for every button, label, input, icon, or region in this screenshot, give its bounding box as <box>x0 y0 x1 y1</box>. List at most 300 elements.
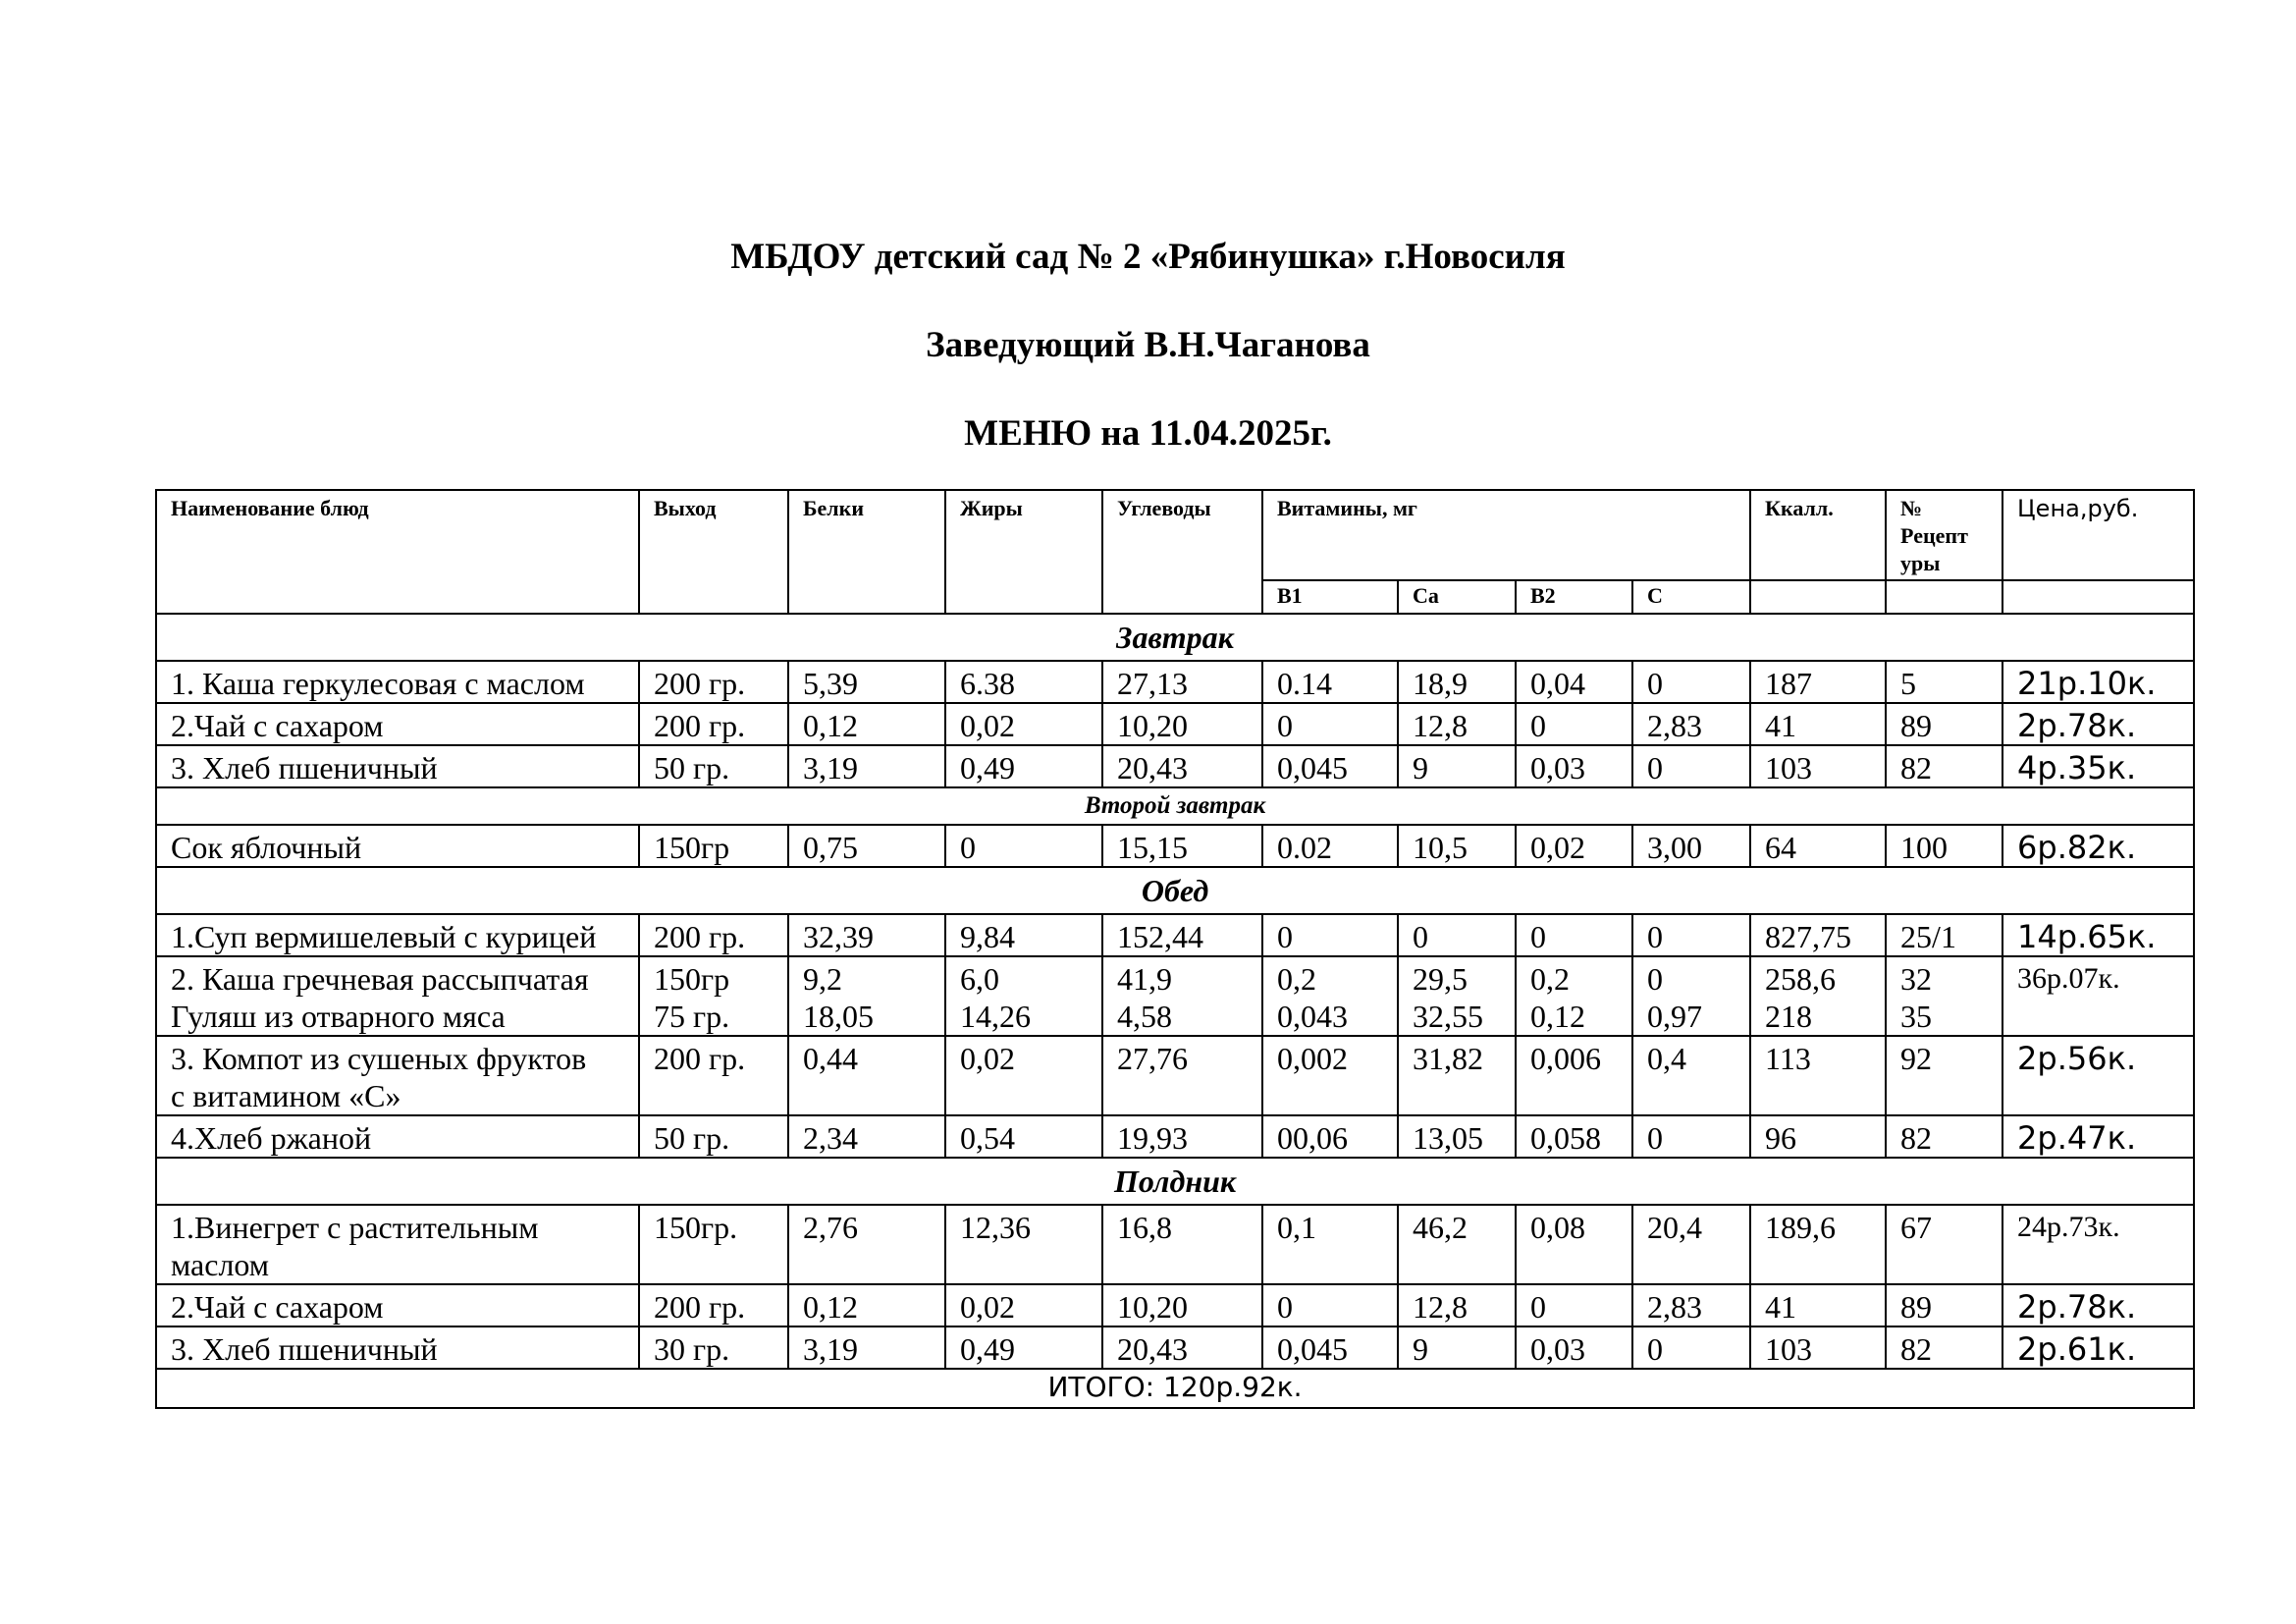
cell-kcal <box>1750 1326 1886 1369</box>
cell-line: 0,043 <box>1277 999 1348 1034</box>
cell-line: 0 <box>1530 1289 1546 1325</box>
cell-price: 2р.47к. <box>2002 1115 2194 1158</box>
cell-line: 2.Чай с сахаром <box>171 1289 384 1325</box>
cell-name <box>156 661 639 703</box>
cell-line: 9,84 <box>960 919 1015 954</box>
cell-ca <box>1398 745 1516 787</box>
cell-carbs <box>1102 825 1262 867</box>
cell-line: 32,39 <box>803 919 874 954</box>
cell-line: 152,44 <box>1117 919 1203 954</box>
cell-line: 18,9 <box>1413 666 1468 701</box>
section-row <box>156 1158 2194 1205</box>
cell-carbs <box>1102 1115 1262 1158</box>
cell-line: 0.02 <box>1277 830 1332 865</box>
cell-output <box>639 1284 788 1326</box>
cell-price: 24р.73к. <box>2002 1205 2194 1284</box>
cell-line: 89 <box>1900 708 1933 743</box>
cell-line: 31,82 <box>1413 1041 1483 1076</box>
cell-line: 64 <box>1765 830 1797 865</box>
cell-line: 0,1 <box>1277 1210 1316 1245</box>
cell-ca <box>1398 703 1516 745</box>
cell-b2 <box>1516 825 1632 867</box>
cell-b2 <box>1516 703 1632 745</box>
cell-ca <box>1398 825 1516 867</box>
cell-line: 0,02 <box>1530 830 1585 865</box>
cell-line: 0 <box>960 830 976 865</box>
col-vitamins-header: Витамины, мг <box>1262 490 1750 580</box>
cell-fats <box>945 1205 1102 1284</box>
cell-line: 00,06 <box>1277 1120 1348 1156</box>
table-row <box>156 1115 2194 1158</box>
cell-carbs <box>1102 914 1262 956</box>
cell-b1 <box>1262 703 1398 745</box>
col-b2-header: В2 <box>1516 580 1632 614</box>
cell-name <box>156 1284 639 1326</box>
cell-line: 35 <box>1900 999 1933 1034</box>
cell-line: 100 <box>1900 830 1949 865</box>
cell-proteins <box>788 956 945 1036</box>
cell-line: 15,15 <box>1117 830 1188 865</box>
cell-line: 96 <box>1765 1120 1797 1156</box>
cell-proteins <box>788 1284 945 1326</box>
col-kcal-header: Ккалл. <box>1750 490 1886 580</box>
cell-recipe <box>1886 825 2002 867</box>
cell-line: 200 гр. <box>654 1289 746 1325</box>
cell-output <box>639 1326 788 1369</box>
cell-line: 0 <box>1530 708 1546 743</box>
col-price-header: Цена,руб. <box>2002 490 2194 580</box>
section-title: Полдник <box>156 1158 2194 1205</box>
cell-fats <box>945 1115 1102 1158</box>
cell-fats <box>945 914 1102 956</box>
cell-name <box>156 914 639 956</box>
cell-line: 27,76 <box>1117 1041 1188 1076</box>
cell-line: 200 гр. <box>654 666 746 701</box>
cell-kcal <box>1750 1284 1886 1326</box>
cell-line: 5 <box>1900 666 1917 701</box>
cell-kcal <box>1750 745 1886 787</box>
cell-line: 150гр. <box>654 1210 738 1245</box>
cell-ca <box>1398 1036 1516 1115</box>
cell-name <box>156 956 639 1036</box>
cell-c <box>1632 825 1750 867</box>
cell-line: 5,39 <box>803 666 858 701</box>
cell-line: 9 <box>1413 1331 1428 1367</box>
cell-line: 1.Винегрет с растительным <box>171 1210 539 1245</box>
cell-kcal <box>1750 1205 1886 1284</box>
cell-b1 <box>1262 1284 1398 1326</box>
cell-ca <box>1398 1205 1516 1284</box>
cell-b2 <box>1516 956 1632 1036</box>
table-row <box>156 1036 2194 1115</box>
cell-line: 0 <box>1277 1289 1293 1325</box>
cell-b2 <box>1516 914 1632 956</box>
cell-recipe <box>1886 956 2002 1036</box>
cell-kcal <box>1750 914 1886 956</box>
cell-proteins <box>788 1036 945 1115</box>
cell-b1 <box>1262 956 1398 1036</box>
cell-c <box>1632 1205 1750 1284</box>
menu-title: МЕНЮ на 11.04.2025г. <box>964 413 1332 454</box>
cell-recipe <box>1886 914 2002 956</box>
cell-c <box>1632 661 1750 703</box>
cell-line: 3,19 <box>803 1331 858 1367</box>
cell-line: 41,9 <box>1117 961 1172 997</box>
cell-line: 0.14 <box>1277 666 1332 701</box>
cell-proteins <box>788 1115 945 1158</box>
cell-ca <box>1398 914 1516 956</box>
cell-line: 2,83 <box>1647 708 1702 743</box>
cell-line: 82 <box>1900 1120 1933 1156</box>
cell-line: 20,43 <box>1117 750 1188 785</box>
cell-c <box>1632 1115 1750 1158</box>
cell-c <box>1632 1284 1750 1326</box>
cell-b1 <box>1262 745 1398 787</box>
cell-line: 0,12 <box>803 1289 858 1325</box>
cell-recipe <box>1886 703 2002 745</box>
cell-fats <box>945 1036 1102 1115</box>
cell-line: 0,058 <box>1530 1120 1601 1156</box>
cell-kcal <box>1750 1036 1886 1115</box>
cell-name <box>156 745 639 787</box>
cell-line: 82 <box>1900 750 1933 785</box>
cell-line: 0 <box>1530 919 1546 954</box>
cell-line: 0,75 <box>803 830 858 865</box>
cell-line: 1.Суп вермишелевый с курицей <box>171 919 597 954</box>
col-b1-header: В1 <box>1262 580 1398 614</box>
cell-line: 827,75 <box>1765 919 1852 954</box>
cell-recipe <box>1886 745 2002 787</box>
cell-output <box>639 661 788 703</box>
cell-line: 6,0 <box>960 961 999 997</box>
total-row <box>156 1369 2194 1408</box>
cell-name <box>156 1326 639 1369</box>
cell-line: 150гр <box>654 830 730 865</box>
cell-line: 20,4 <box>1647 1210 1702 1245</box>
cell-line: 10,20 <box>1117 1289 1188 1325</box>
cell-line: 0,44 <box>803 1041 858 1076</box>
cell-line: 0 <box>1647 750 1663 785</box>
cell-line: 89 <box>1900 1289 1933 1325</box>
cell-proteins <box>788 703 945 745</box>
cell-line: 3,19 <box>803 750 858 785</box>
cell-line: Сок яблочный <box>171 830 362 865</box>
cell-line: 9,2 <box>803 961 842 997</box>
cell-kcal <box>1750 956 1886 1036</box>
cell-fats <box>945 661 1102 703</box>
cell-line: 10,5 <box>1413 830 1468 865</box>
cell-b1 <box>1262 1036 1398 1115</box>
cell-line: 1. Каша геркулесовая с маслом <box>171 666 585 701</box>
cell-price: 21р.10к. <box>2002 661 2194 703</box>
cell-price: 2р.56к. <box>2002 1036 2194 1115</box>
cell-line: 3. Компот из сушеных фруктов <box>171 1041 587 1076</box>
cell-ca <box>1398 661 1516 703</box>
cell-line: 0,002 <box>1277 1041 1348 1076</box>
table-row <box>156 745 2194 787</box>
cell-carbs <box>1102 1205 1262 1284</box>
cell-output <box>639 956 788 1036</box>
cell-line: 0,03 <box>1530 1331 1585 1367</box>
cell-line: 3,00 <box>1647 830 1702 865</box>
cell-line: 41 <box>1765 1289 1797 1325</box>
cell-line: 0,03 <box>1530 750 1585 785</box>
cell-output <box>639 703 788 745</box>
cell-line: 113 <box>1765 1041 1811 1076</box>
cell-recipe <box>1886 1326 2002 1369</box>
cell-carbs <box>1102 703 1262 745</box>
cell-price: 2р.61к. <box>2002 1326 2194 1369</box>
header-row <box>156 490 2194 580</box>
cell-line: 150гр <box>654 961 730 997</box>
cell-name <box>156 1205 639 1284</box>
cell-recipe <box>1886 1284 2002 1326</box>
cell-line: 0,02 <box>960 1289 1015 1325</box>
cell-b2 <box>1516 661 1632 703</box>
cell-kcal <box>1750 1115 1886 1158</box>
cell-line: 82 <box>1900 1331 1933 1367</box>
cell-line: 27,13 <box>1117 666 1188 701</box>
cell-line: 2,83 <box>1647 1289 1702 1325</box>
cell-b2 <box>1516 745 1632 787</box>
cell-line: 0,12 <box>803 708 858 743</box>
cell-kcal <box>1750 703 1886 745</box>
total-value: ИТОГО: 120р.92к. <box>156 1369 2194 1408</box>
cell-b2 <box>1516 1326 1632 1369</box>
cell-line: 258,6 <box>1765 961 1837 997</box>
cell-price: 4р.35к. <box>2002 745 2194 787</box>
cell-c <box>1632 956 1750 1036</box>
cell-ca <box>1398 1115 1516 1158</box>
cell-line: 3. Хлеб пшеничный <box>171 750 438 785</box>
cell-proteins <box>788 745 945 787</box>
cell-line: 6.38 <box>960 666 1015 701</box>
table-row <box>156 1326 2194 1369</box>
section-row <box>156 867 2194 914</box>
cell-line: 46,2 <box>1413 1210 1468 1245</box>
cell-output <box>639 1205 788 1284</box>
cell-b1 <box>1262 1326 1398 1369</box>
cell-line: 3. Хлеб пшеничный <box>171 1331 438 1367</box>
cell-carbs <box>1102 1036 1262 1115</box>
cell-line: 0,4 <box>1647 1041 1686 1076</box>
cell-line: Гуляш из отварного мяса <box>171 999 506 1034</box>
cell-ca <box>1398 1284 1516 1326</box>
table-row <box>156 825 2194 867</box>
cell-line: 4.Хлеб ржаной <box>171 1120 372 1156</box>
cell-kcal <box>1750 661 1886 703</box>
cell-ca <box>1398 956 1516 1036</box>
cell-recipe <box>1886 1205 2002 1284</box>
cell-line: 2. Каша гречневая рассыпчатая <box>171 961 589 997</box>
head-name: Заведующий В.Н.Чаганова <box>926 325 1370 365</box>
table-row <box>156 1205 2194 1284</box>
cell-ca <box>1398 1326 1516 1369</box>
table-row <box>156 956 2194 1036</box>
cell-c <box>1632 1326 1750 1369</box>
cell-fats <box>945 825 1102 867</box>
col-kcal-sub <box>1750 580 1886 614</box>
cell-name <box>156 825 639 867</box>
cell-line: 25/1 <box>1900 919 1956 954</box>
cell-carbs <box>1102 745 1262 787</box>
cell-line: 67 <box>1900 1210 1933 1245</box>
cell-c <box>1632 703 1750 745</box>
cell-carbs <box>1102 1284 1262 1326</box>
cell-name <box>156 1036 639 1115</box>
cell-b2 <box>1516 1115 1632 1158</box>
col-output-header: Выход <box>639 490 788 614</box>
cell-line: 19,93 <box>1117 1120 1188 1156</box>
cell-line: 200 гр. <box>654 919 746 954</box>
cell-price: 2р.78к. <box>2002 703 2194 745</box>
cell-line: 0 <box>1277 708 1293 743</box>
cell-line: 103 <box>1765 750 1813 785</box>
col-carbs-header: Углеводы <box>1102 490 1262 614</box>
cell-line: 50 гр. <box>654 1120 730 1156</box>
cell-line: 10,20 <box>1117 708 1188 743</box>
cell-line: 32 <box>1900 961 1933 997</box>
cell-kcal <box>1750 825 1886 867</box>
cell-b1 <box>1262 1205 1398 1284</box>
cell-line: 0 <box>1277 919 1293 954</box>
cell-b1 <box>1262 825 1398 867</box>
cell-line: 218 <box>1765 999 1813 1034</box>
cell-line: 200 гр. <box>654 1041 746 1076</box>
cell-line: маслом <box>171 1247 270 1282</box>
cell-line: 0,04 <box>1530 666 1585 701</box>
cell-name <box>156 1115 639 1158</box>
cell-line: 2,34 <box>803 1120 858 1156</box>
cell-proteins <box>788 1326 945 1369</box>
col-ca-header: Са <box>1398 580 1516 614</box>
cell-line: 2,76 <box>803 1210 858 1245</box>
cell-line: 0 <box>1647 961 1663 997</box>
col-c-header: С <box>1632 580 1750 614</box>
cell-line: 2.Чай с сахаром <box>171 708 384 743</box>
cell-b2 <box>1516 1284 1632 1326</box>
cell-line: 18,05 <box>803 999 874 1034</box>
table-row <box>156 914 2194 956</box>
cell-line: с витамином «С» <box>171 1078 401 1113</box>
cell-line: 0,08 <box>1530 1210 1585 1245</box>
section-title: Завтрак <box>156 614 2194 661</box>
cell-price: 6р.82к. <box>2002 825 2194 867</box>
cell-output <box>639 1036 788 1115</box>
cell-carbs <box>1102 956 1262 1036</box>
cell-fats <box>945 745 1102 787</box>
cell-line: 0 <box>1647 666 1663 701</box>
cell-fats <box>945 956 1102 1036</box>
cell-line: 0,2 <box>1530 961 1570 997</box>
cell-carbs <box>1102 1326 1262 1369</box>
cell-line: 32,55 <box>1413 999 1483 1034</box>
cell-output <box>639 825 788 867</box>
cell-c <box>1632 745 1750 787</box>
cell-line: 0,045 <box>1277 750 1348 785</box>
cell-c <box>1632 914 1750 956</box>
cell-price: 2р.78к. <box>2002 1284 2194 1326</box>
col-recipe-header: № Рецепт уры <box>1886 490 2002 580</box>
cell-line: 0,12 <box>1530 999 1585 1034</box>
cell-line: 187 <box>1765 666 1813 701</box>
cell-line: 0 <box>1647 1331 1663 1367</box>
cell-output <box>639 745 788 787</box>
col-price-sub <box>2002 580 2194 614</box>
cell-proteins <box>788 914 945 956</box>
cell-line: 20,43 <box>1117 1331 1188 1367</box>
cell-c <box>1632 1036 1750 1115</box>
cell-fats <box>945 1326 1102 1369</box>
cell-line: 12,8 <box>1413 708 1468 743</box>
cell-b1 <box>1262 1115 1398 1158</box>
table-row <box>156 703 2194 745</box>
table-row <box>156 1284 2194 1326</box>
cell-recipe <box>1886 1115 2002 1158</box>
cell-fats <box>945 703 1102 745</box>
cell-line: 0,006 <box>1530 1041 1601 1076</box>
cell-line: 0,2 <box>1277 961 1316 997</box>
cell-name <box>156 703 639 745</box>
section-row <box>156 614 2194 661</box>
cell-line: 12,36 <box>960 1210 1031 1245</box>
cell-carbs <box>1102 661 1262 703</box>
cell-proteins <box>788 825 945 867</box>
cell-line: 0,97 <box>1647 999 1702 1034</box>
cell-b1 <box>1262 914 1398 956</box>
cell-line: 200 гр. <box>654 708 746 743</box>
col-recipe-sub <box>1886 580 2002 614</box>
cell-line: 0,02 <box>960 708 1015 743</box>
cell-line: 16,8 <box>1117 1210 1172 1245</box>
cell-line: 13,05 <box>1413 1120 1483 1156</box>
cell-line: 50 гр. <box>654 750 730 785</box>
cell-output <box>639 914 788 956</box>
cell-proteins <box>788 661 945 703</box>
cell-line: 0 <box>1647 1120 1663 1156</box>
cell-line: 0,49 <box>960 750 1015 785</box>
cell-price: 36р.07к. <box>2002 956 2194 1036</box>
cell-recipe <box>1886 661 2002 703</box>
cell-line: 75 гр. <box>654 999 730 1034</box>
cell-line: 103 <box>1765 1331 1813 1367</box>
cell-line: 14,26 <box>960 999 1031 1034</box>
cell-line: 92 <box>1900 1041 1933 1076</box>
menu-table <box>155 489 2195 1409</box>
cell-line: 4,58 <box>1117 999 1172 1034</box>
cell-b2 <box>1516 1205 1632 1284</box>
col-proteins-header: Белки <box>788 490 945 614</box>
cell-line: 0,54 <box>960 1120 1015 1156</box>
cell-line: 30 гр. <box>654 1331 730 1367</box>
cell-line: 0 <box>1413 919 1428 954</box>
cell-b1 <box>1262 661 1398 703</box>
cell-proteins <box>788 1205 945 1284</box>
section-row <box>156 787 2194 825</box>
cell-fats <box>945 1284 1102 1326</box>
cell-price: 14р.65к. <box>2002 914 2194 956</box>
cell-output <box>639 1115 788 1158</box>
cell-line: 0,045 <box>1277 1331 1348 1367</box>
cell-line: 29,5 <box>1413 961 1468 997</box>
cell-line: 9 <box>1413 750 1428 785</box>
cell-line: 0 <box>1647 919 1663 954</box>
cell-line: 189,6 <box>1765 1210 1837 1245</box>
cell-line: 0,02 <box>960 1041 1015 1076</box>
org-title: МБДОУ детский сад № 2 «Рябинушка» г.Новосиля <box>730 237 1566 277</box>
col-name-header: Наименование блюд <box>156 490 639 614</box>
table-row <box>156 661 2194 703</box>
